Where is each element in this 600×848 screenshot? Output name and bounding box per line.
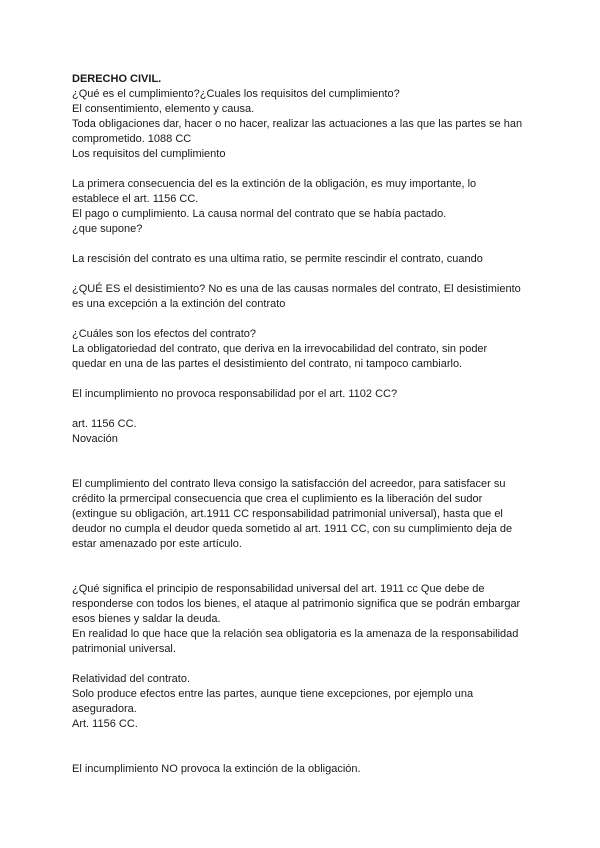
paragraph-line: comprometido. 1088 CC xyxy=(72,133,192,145)
paragraph-line: Solo produce efectos entre las partes, aunque tiene excepciones, por ejemplo una xyxy=(72,688,474,700)
paragraph-line: Art. 1156 CC. xyxy=(72,718,138,730)
paragraph-gap xyxy=(72,372,542,387)
paragraph-gap xyxy=(72,447,542,477)
paragraph-line: El consentimiento, elemento y causa. xyxy=(72,103,255,115)
document-title: DERECHO CIVIL. xyxy=(72,73,162,85)
paragraph-line: ¿Cuáles son los efectos del contrato? xyxy=(72,328,257,340)
paragraph-line: Novación xyxy=(72,433,118,445)
paragraph-gap xyxy=(72,732,542,762)
paragraph-line: aseguradora. xyxy=(72,703,137,715)
paragraph-line: Toda obligaciones dar, hacer o no hacer, realizar las actuaciones a las que las partes se han xyxy=(72,118,523,130)
paragraph-gap xyxy=(72,237,542,252)
document-page xyxy=(72,72,542,777)
paragraph-line: esos bienes y saldar la deuda. xyxy=(72,613,221,625)
paragraph-line: La obligatoriedad del contrato, que deriva en la irrevocabilidad del contrato, sin poder xyxy=(72,343,488,355)
paragraph-line: crédito la prmercipal consecuencia que crea el cuplimiento es la liberación del sudor xyxy=(72,493,483,505)
paragraph-line: deudor no cumpla el deudor queda sometido al art. 1911 CC, con su cumplimiento deja de xyxy=(72,523,513,535)
paragraph-line: es una excepción a la extinción del contrato xyxy=(72,298,286,310)
paragraph-line: El incumplimiento no provoca responsabilidad por el art. 1102 CC? xyxy=(72,388,398,400)
paragraph-gap xyxy=(72,402,542,417)
paragraph-gap xyxy=(72,657,542,672)
paragraph-line: La primera consecuencia del es la extinción de la obligación, es muy importante, lo xyxy=(72,178,477,190)
paragraph-line: El cumplimiento del contrato lleva consigo la satisfacción del acreedor, para satisfacer su xyxy=(72,478,506,490)
paragraph-line: patrimonial universal. xyxy=(72,643,176,655)
paragraph-line: (extingue su obligación, art.1911 CC responsabilidad patrimonial universal), hasta que el xyxy=(72,508,503,520)
paragraph-line: Los requisitos del cumplimiento xyxy=(72,148,226,160)
paragraph-line: ¿QUÉ ES el desistimiento? No es una de las causas normales del contrato, El desistimiento xyxy=(72,283,521,295)
paragraph-gap xyxy=(72,312,542,327)
paragraph-line: ¿Qué es el cumplimiento?¿Cuales los requisitos del cumplimiento? xyxy=(72,88,400,100)
paragraph-line: art. 1156 CC. xyxy=(72,418,137,430)
paragraph-line: En realidad lo que hace que la relación sea obligatoria es la amenaza de la responsabilidad xyxy=(72,628,519,640)
paragraph-line: El incumplimiento NO provoca la extinción de la obligación. xyxy=(72,763,361,775)
paragraph-line: responderse con todos los bienes, el ataque al patrimonio significa que se podrán embargar xyxy=(72,598,521,610)
paragraph-gap xyxy=(72,162,542,177)
paragraph-line: La rescisión del contrato es una ultima ratio, se permite rescindir el contrato, cuando xyxy=(72,253,483,265)
paragraph-line: ¿que supone? xyxy=(72,223,143,235)
paragraph-gap xyxy=(72,552,542,582)
paragraph-line: quedar en una de las partes el desistimiento del contrato, ni tampoco cambiarlo. xyxy=(72,358,463,370)
paragraph-line: establece el art. 1156 CC. xyxy=(72,193,199,205)
paragraph-line: ¿Qué significa el principio de responsabilidad universal del art. 1911 cc Que debe de xyxy=(72,583,485,595)
paragraph-line: El pago o cumplimiento. La causa normal del contrato que se había pactado. xyxy=(72,208,447,220)
paragraph-gap xyxy=(72,267,542,282)
paragraph-line: estar amenazado por este artículo. xyxy=(72,538,242,550)
paragraph-line: Relatividad del contrato. xyxy=(72,673,191,685)
